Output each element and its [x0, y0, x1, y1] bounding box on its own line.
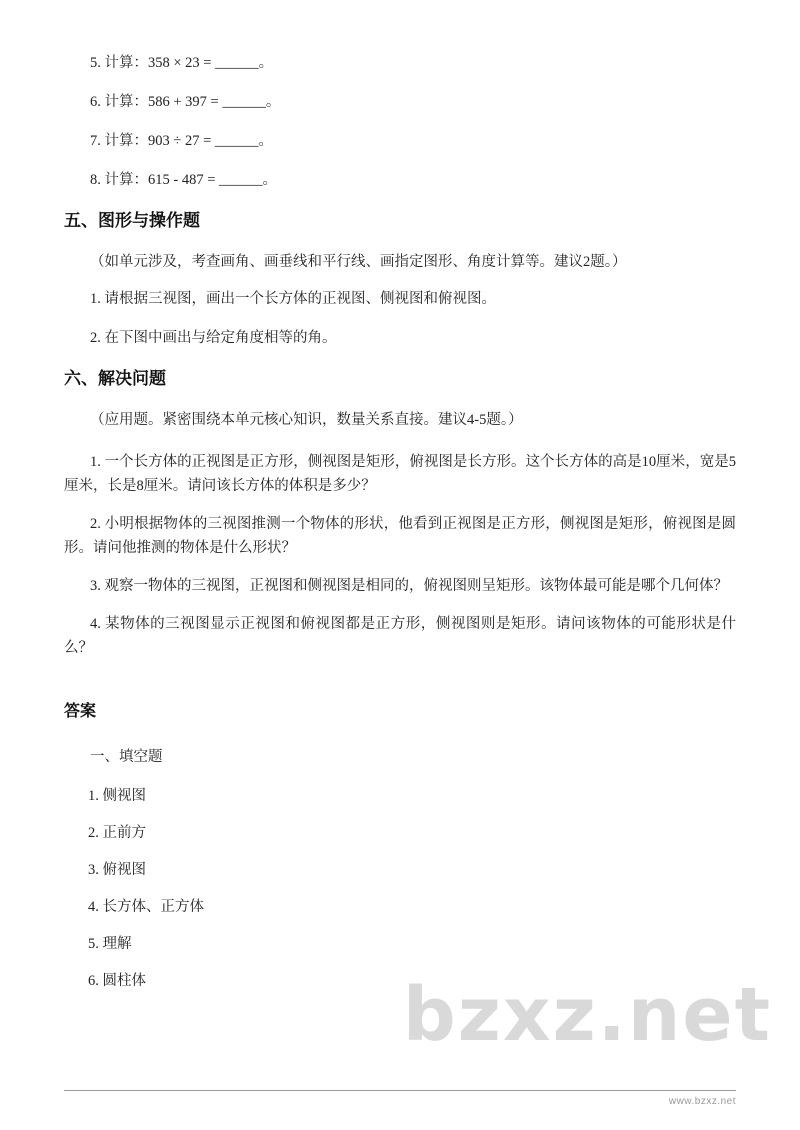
answer-item-6: 6. 圆柱体 [88, 973, 146, 989]
section-shapes-title: 五、图形与操作题 [64, 211, 200, 230]
solve-question-3: 3. 观察一物体的三视图，正视图和侧视图是相同的，俯视图则呈矩形。该物体最可能是哪个几何体？ [90, 578, 728, 594]
answer-item-1: 1. 侧视图 [88, 788, 146, 804]
answers-subtitle: 一、填空题 [90, 749, 163, 765]
calc-question-6: 6. 计算：586 + 397 = ______。 [90, 94, 281, 110]
page-footer [64, 1090, 736, 1107]
answers-title: 答案 [64, 703, 97, 720]
calc-question-7: 7. 计算：903 ÷ 27 = ______。 [90, 133, 273, 149]
solve-question-1: 1. 一个长方体的正视图是正方形，侧视图是矩形，俯视图是长方形。这个长方体的高是10厘米，宽是5厘米，长是8厘米。请问该长方体的体积是多少？ [64, 454, 736, 494]
shapes-question-1: 1. 请根据三视图，画出一个长方体的正视图、侧视图和俯视图。 [90, 291, 496, 307]
watermark-text: bzxz.net [402, 972, 772, 1058]
footer-divider [64, 1090, 736, 1091]
answer-item-4: 4. 长方体、正方体 [88, 899, 204, 915]
solve-question-4: 4. 某物体的三视图显示正视图和俯视图都是正方形，侧视图则是矩形。请问该物体的可能形状是什么？ [64, 616, 736, 656]
solve-question-2: 2. 小明根据物体的三视图推测一个物体的形状，他看到正视图是正方形，侧视图是矩形，俯视图是圆形。请问他推测的物体是什么形状？ [64, 516, 736, 556]
section-solve-note: （应用题。紧密围绕本单元核心知识，数量关系直接。建议4-5题。） [90, 412, 523, 428]
answer-item-2: 2. 正前方 [88, 825, 146, 841]
calc-question-8: 8. 计算：615 - 487 = ______。 [90, 172, 278, 188]
footer-site-url: www.bzxz.net [668, 1096, 736, 1107]
section-shapes-note: （如单元涉及，考查画角、画垂线和平行线、画指定图形、角度计算等。建议2题。） [90, 254, 627, 270]
shapes-question-2: 2. 在下图中画出与给定角度相等的角。 [90, 330, 337, 346]
calc-question-5: 5. 计算：358 × 23 = ______。 [90, 55, 274, 71]
answer-item-5: 5. 理解 [88, 936, 132, 952]
section-solve-title: 六、解决问题 [64, 369, 166, 388]
answer-item-3: 3. 俯视图 [88, 862, 146, 878]
